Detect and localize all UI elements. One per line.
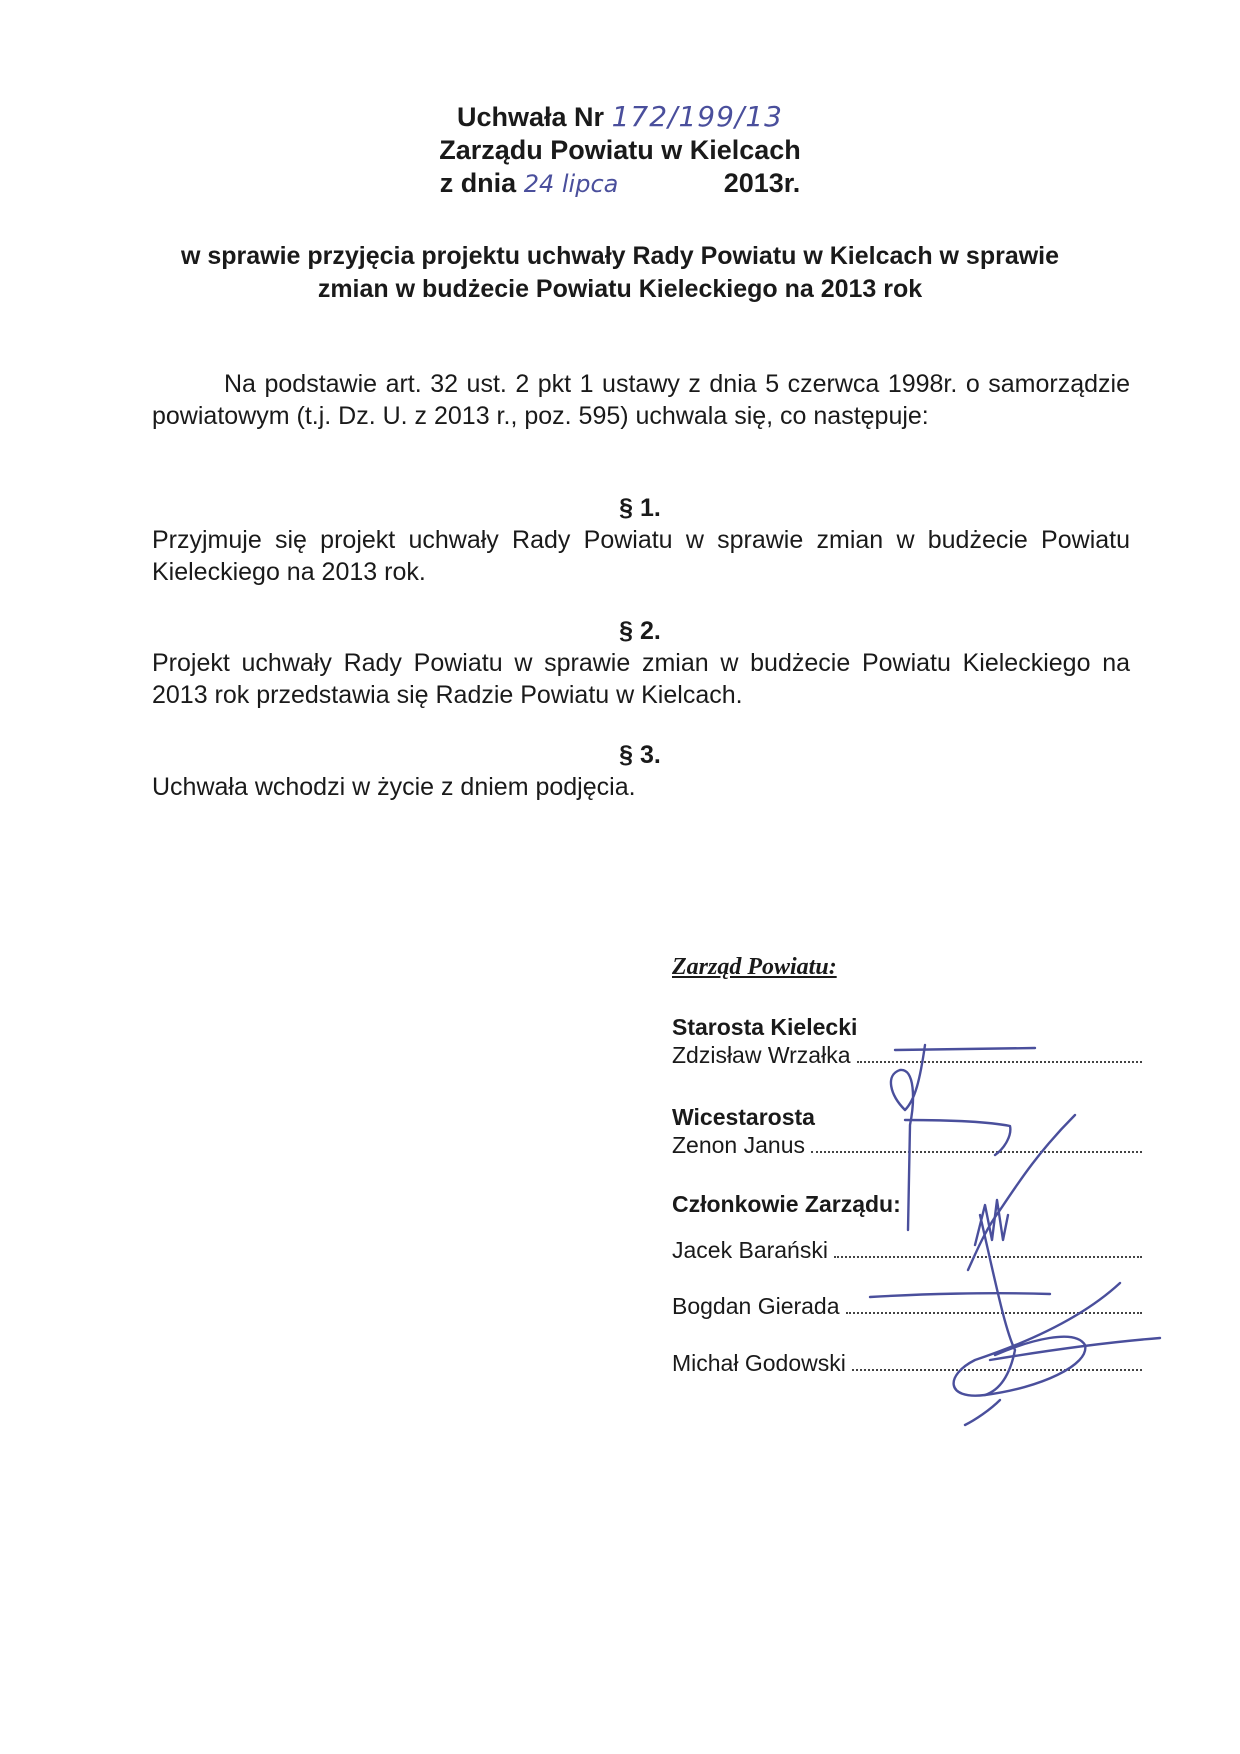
starosta-block bbox=[672, 1013, 1142, 1069]
member-1-name: Jacek Barański bbox=[672, 1237, 828, 1263]
dotted-line bbox=[811, 1149, 1142, 1153]
member-signature-stroke bbox=[965, 1400, 1000, 1425]
date-line: z dnia 24 lipca 2013r. bbox=[0, 167, 1240, 201]
paragraph-3-text: Uchwała wchodzi w życie z dniem podjęcia. bbox=[152, 773, 636, 801]
signature-heading-block bbox=[672, 953, 1142, 981]
wicestarosta-block bbox=[672, 1103, 1142, 1159]
dotted-line bbox=[846, 1310, 1142, 1314]
preamble bbox=[152, 368, 1130, 432]
board-heading: Zarząd Powiatu: bbox=[672, 954, 837, 980]
wicestarosta-role: Wicestarosta bbox=[672, 1104, 815, 1130]
paragraph-2-title: § 2. bbox=[619, 617, 661, 645]
members-role: Członkowie Zarządu: bbox=[672, 1191, 901, 1217]
member-1-block bbox=[672, 1236, 1142, 1264]
subject-line-2: zmian w budżecie Powiatu Kieleckiego na 2013 rok bbox=[317, 275, 923, 303]
members-block bbox=[672, 1190, 1142, 1218]
paragraph-2-body bbox=[152, 647, 1130, 711]
wicestarosta-signature-line bbox=[672, 1131, 1142, 1159]
dotted-line bbox=[834, 1254, 1142, 1258]
member-3-signature-line bbox=[672, 1349, 1142, 1377]
resolution-header bbox=[0, 100, 1240, 201]
starosta-signature-line bbox=[672, 1041, 1142, 1069]
handwritten-date: 24 lipca bbox=[523, 170, 619, 198]
paragraph-2-text: Projekt uchwały Rady Powiatu w sprawie zmian w budżecie Powiatu Kieleckiego na 2013 rok przedstawia się Radzie Powiatu w Kielcach. bbox=[152, 649, 1130, 709]
member-1-signature-line bbox=[672, 1236, 1142, 1264]
paragraph-1-text: Przyjmuje się projekt uchwały Rady Powiatu w sprawie zmian w budżecie Powiatu Kieleckiego na 2013 rok. bbox=[152, 526, 1130, 586]
preamble-text: Na podstawie art. 32 ust. 2 pkt 1 ustawy z dnia 5 czerwca 1998r. o samorządzie powiatowym (t.j. Dz. U. z 2013 r., poz. 595) uchwala się, co następuje: bbox=[152, 370, 1130, 430]
handwritten-number: 172/199/13 bbox=[611, 100, 783, 133]
member-2-name: Bogdan Gierada bbox=[672, 1293, 840, 1319]
resolution-number-line: Uchwała Nr 172/199/13 bbox=[457, 100, 783, 133]
resolution-subject bbox=[0, 240, 1240, 306]
paragraph-3-body bbox=[152, 771, 1130, 803]
member-3-name: Michał Godowski bbox=[672, 1350, 846, 1376]
paragraph-3-title: § 3. bbox=[619, 741, 661, 769]
paragraph-1-body bbox=[152, 524, 1130, 588]
subject-line-1: w sprawie przyjęcia projektu uchwały Rady Powiatu w Kielcach w sprawie bbox=[180, 242, 1060, 270]
dotted-line bbox=[857, 1059, 1143, 1063]
dotted-line bbox=[852, 1367, 1142, 1371]
issuer-line: Zarządu Powiatu w Kielcach bbox=[439, 135, 801, 165]
member-3-block bbox=[672, 1349, 1142, 1377]
paragraph-1-title: § 1. bbox=[619, 494, 661, 522]
starosta-name: Zdzisław Wrzałka bbox=[672, 1042, 851, 1068]
starosta-role: Starosta Kielecki bbox=[672, 1014, 858, 1040]
date-year: 2013r. bbox=[723, 168, 801, 198]
member-2-block bbox=[672, 1292, 1142, 1320]
member-2-signature-line bbox=[672, 1292, 1142, 1320]
wicestarosta-name: Zenon Janus bbox=[672, 1132, 805, 1158]
